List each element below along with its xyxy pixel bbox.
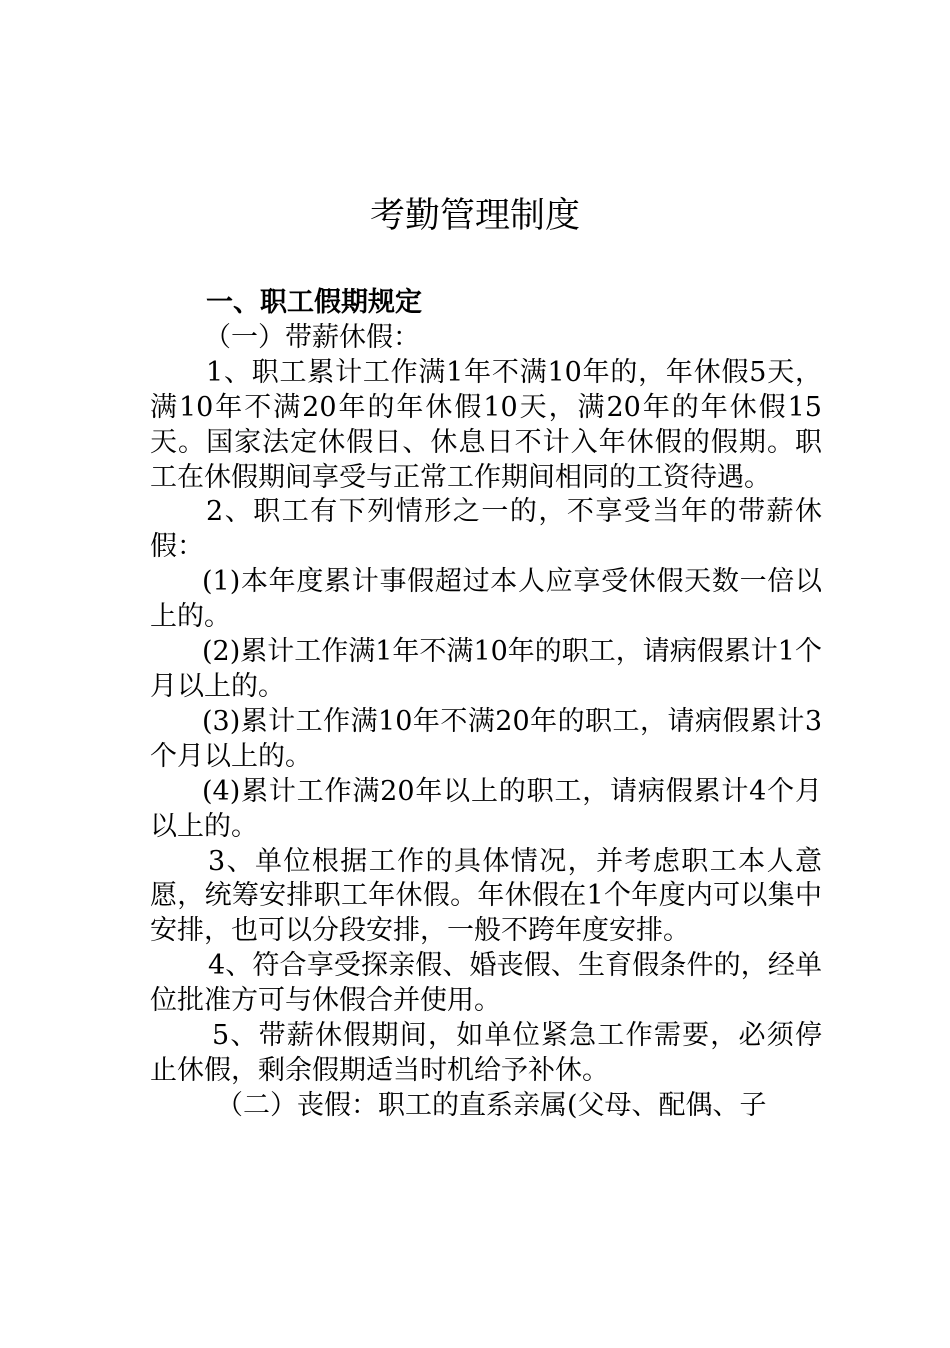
document-body xyxy=(150,286,822,1124)
list-item-condition-3: (3)累计工作满10年不满20年的职工，请病假累计3个月以上的。 xyxy=(150,705,822,772)
list-item-condition-4: (4)累计工作满20年以上的职工，请病假累计4个月以上的。 xyxy=(150,775,822,842)
paragraph-annual-leave-days: 1、职工累计工作满1年不满10年的，年休假5天，满10年不满20年的年休假10天，满20年的年休假15天。国家法定休假日、休息日不计入年休假的假期。职工在休假期间享受与正常工作期间相同的工资待遇。 xyxy=(150,356,822,493)
section-heading-leave-rules: 一、职工假期规定 xyxy=(206,287,422,318)
sub-heading-bereavement-leave: （二）丧假：职工的直系亲属(父母、配偶、子 xyxy=(216,1089,767,1121)
list-item-condition-2: (2)累计工作满1年不满10年的职工，请病假累计1个月以上的。 xyxy=(150,636,822,702)
paragraph-leave-interruption: 5、带薪休假期间，如单位紧急工作需要，必须停止休假，剩余假期适当时机给予补休。 xyxy=(150,1020,822,1086)
paragraph-combined-leave: 4、符合享受探亲假、婚丧假、生育假条件的，经单位批准方可与休假合并使用。 xyxy=(150,950,822,1017)
paragraph-no-paid-leave-conditions: 2、职工有下列情形之一的，不享受当年的带薪休假： xyxy=(150,496,822,563)
paragraph-leave-arrangement: 3、单位根据工作的具体情况，并考虑职工本人意愿，统筹安排职工年休假。年休假在1个年度内可以集中安排，也可以分段安排，一般不跨年度安排。 xyxy=(150,845,822,947)
document-title: 考勤管理制度 xyxy=(369,196,580,236)
sub-heading-paid-leave: （一）带薪休假： xyxy=(204,321,420,353)
list-item-condition-1: (1)本年度累计事假超过本人应享受休假天数一倍以上的。 xyxy=(150,566,822,633)
